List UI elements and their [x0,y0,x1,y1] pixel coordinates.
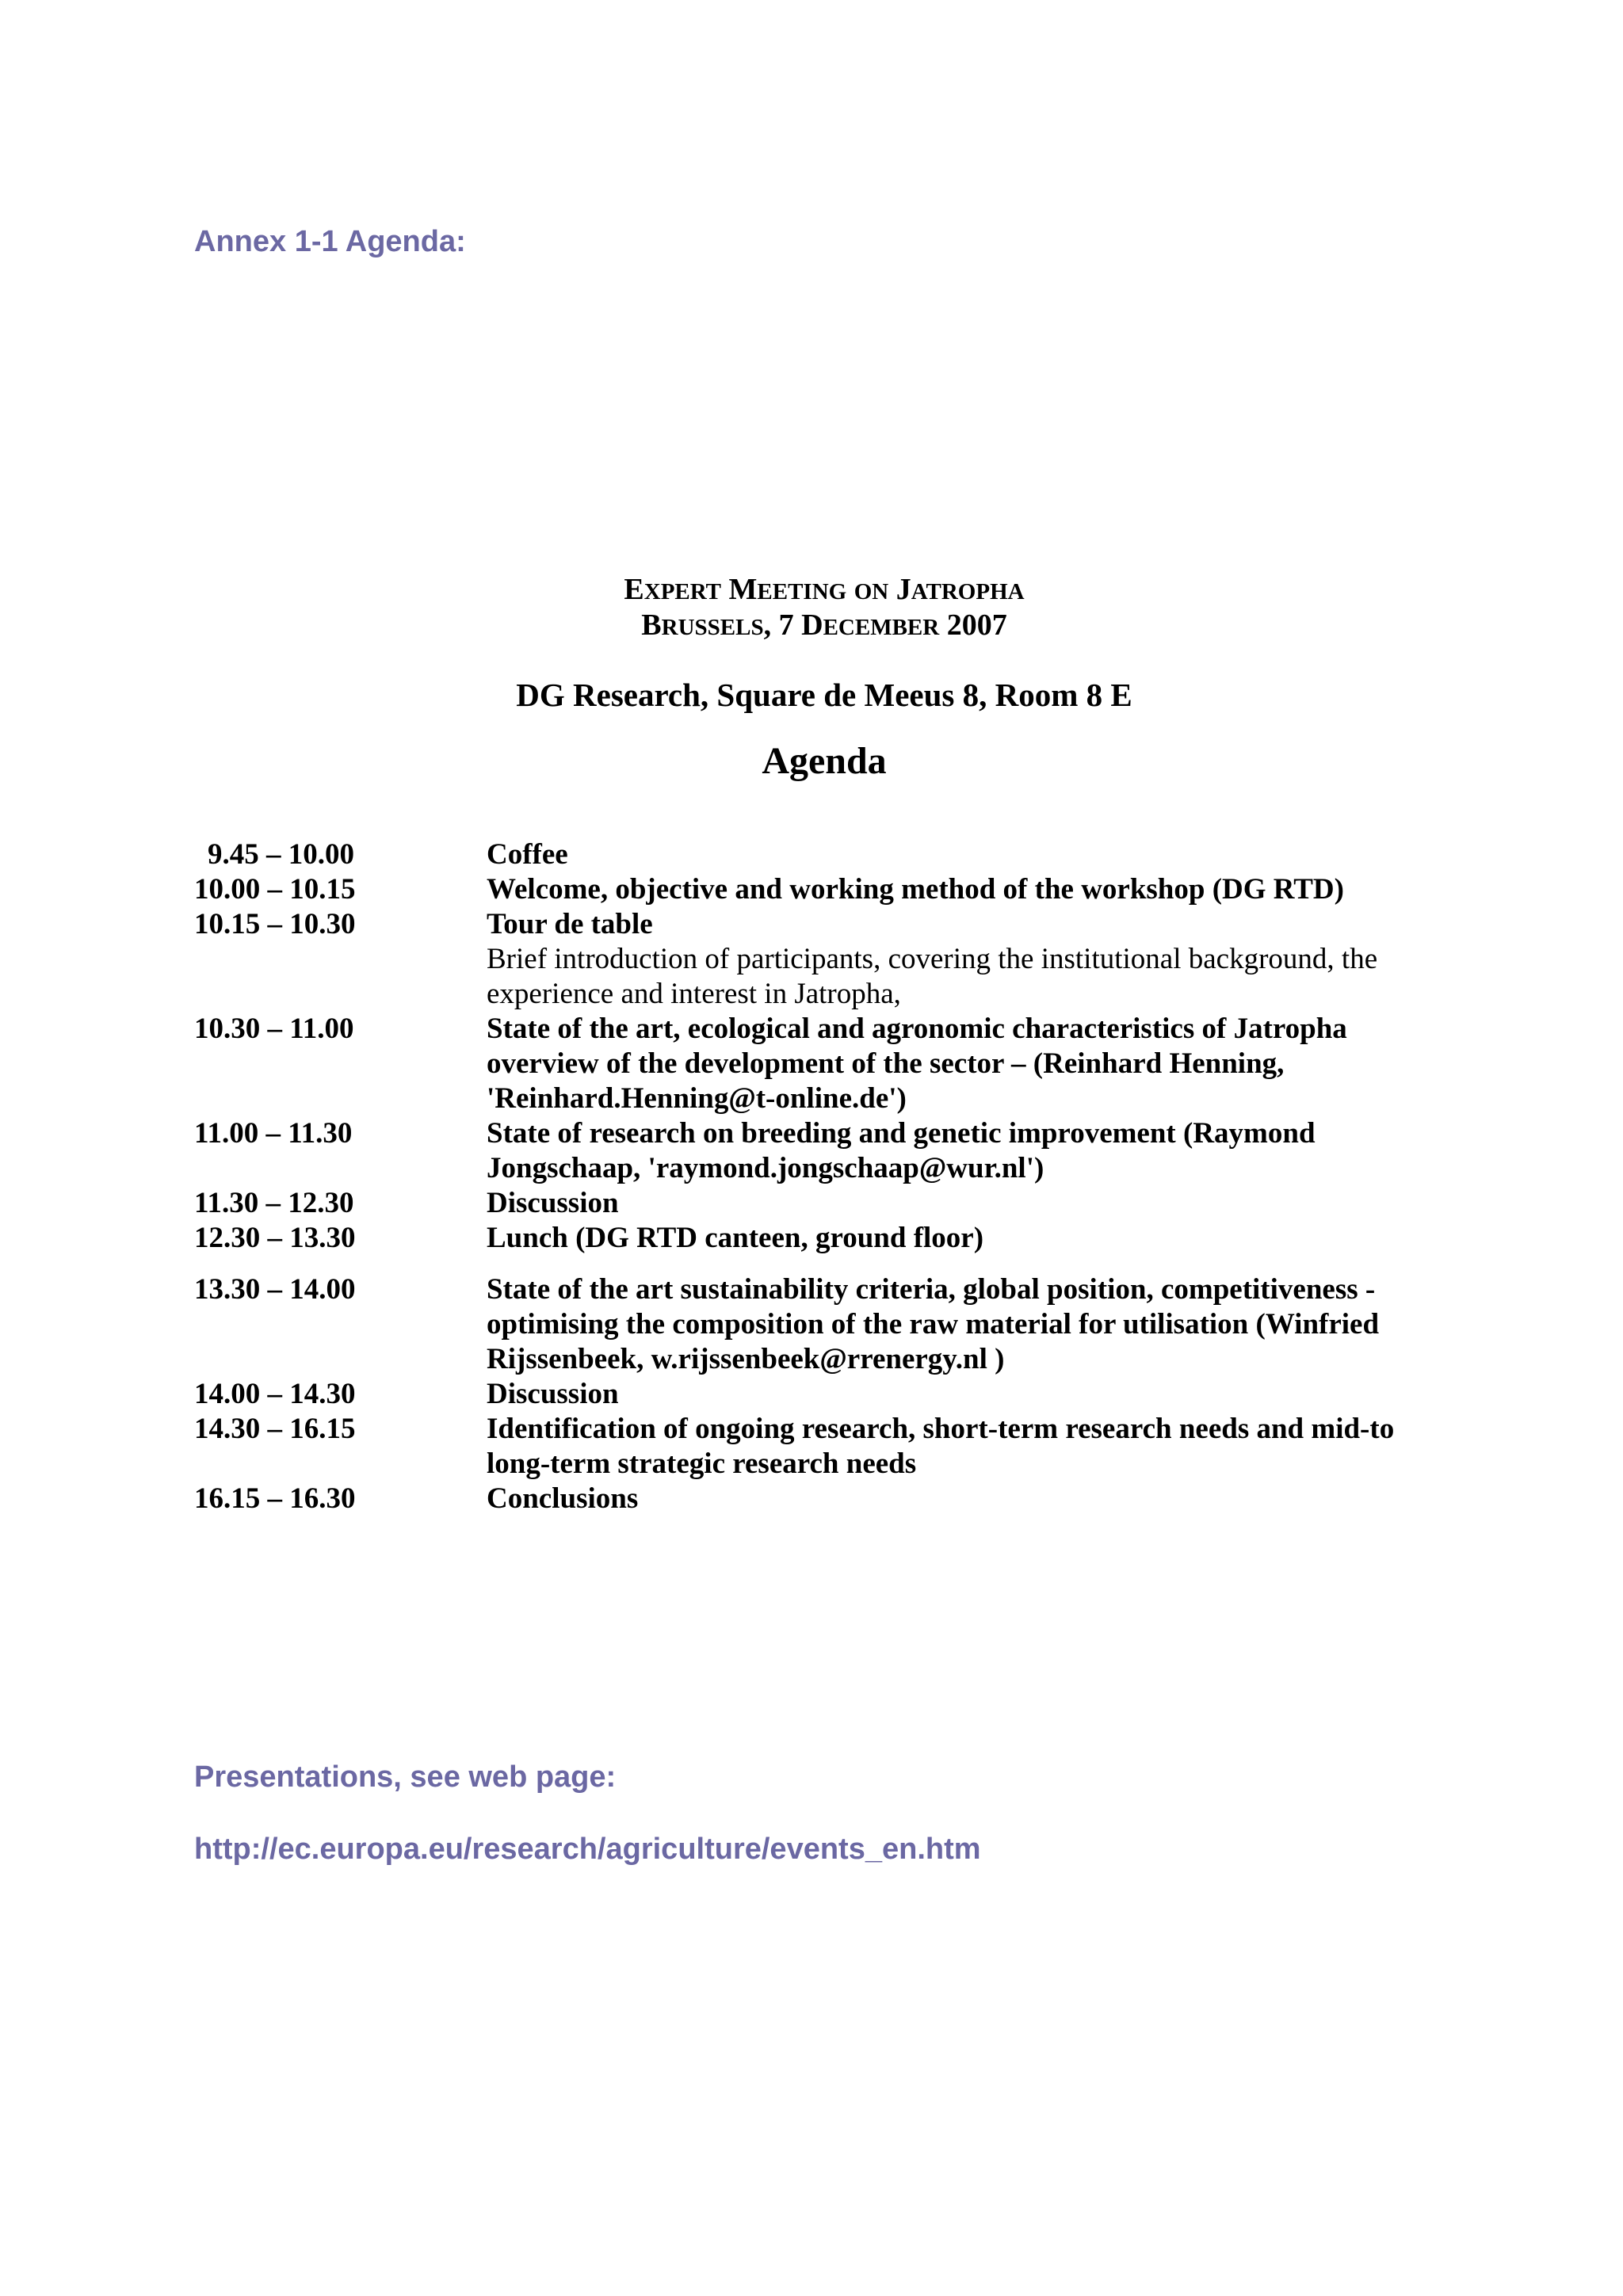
agenda-title: State of research on breeding and genetic improvement (Raymond Jongschaap, 'raymond.jongschaap@wur.nl') [487,1117,1316,1184]
agenda-title: Identification of ongoing research, short-term research needs and mid-to long-term strategic research needs [487,1413,1395,1480]
agenda-title: Conclusions [487,1482,639,1515]
annex-heading: Annex 1-1 Agenda: [194,225,466,258]
agenda-row [194,1482,1430,1516]
agenda-time: 10.15 – 10.30 [194,908,356,940]
agenda-time: 14.00 – 14.30 [194,1378,356,1410]
agenda-row [194,1116,1430,1186]
agenda-detail: Brief introduction of participants, covering the institutional background, the experience and interest in Jatropha, [487,943,1378,1010]
agenda-row [194,837,1430,872]
agenda-time: 11.30 – 12.30 [194,1187,354,1219]
agenda-title: Lunch (DG RTD canteen, ground floor) [487,1222,984,1254]
agenda-row [194,1221,1430,1256]
meeting-title-line2: BRUSSELS, 7 DECEMBER 2007 [641,608,1007,642]
agenda-list [194,837,1430,1516]
agenda-title: State of the art, ecological and agronomic characteristics of Jatropha overview of the development of the sector – (Reinhard Henning, 'Reinhard.Henning@t-online.de') [487,1013,1347,1115]
agenda-title: Tour de table [487,908,653,940]
agenda-heading: Agenda [762,740,887,782]
agenda-time: 9.45 – 10.00 [208,838,354,871]
agenda-title: State of the art sustainability criteria, global position, competitiveness - optimising the composition of the raw material for utilisation (Winfried Rijssenbeek, w.rijssenbeek@rrenergy.nl ) [487,1273,1380,1375]
meeting-title-line1: EXPERT MEETING ON JATROPHA [624,573,1025,606]
agenda-row [194,1412,1430,1482]
agenda-time: 13.30 – 14.00 [194,1273,356,1306]
agenda-row [194,907,1430,1012]
agenda-row [194,1377,1430,1412]
agenda-time: 14.30 – 16.15 [194,1413,356,1445]
agenda-row [194,872,1430,907]
agenda-time: 10.00 – 10.15 [194,873,356,906]
agenda-row [194,1186,1430,1221]
agenda-time: 10.30 – 11.00 [194,1013,354,1045]
agenda-time: 12.30 – 13.30 [194,1222,356,1254]
agenda-row [194,1272,1430,1377]
agenda-title: Discussion [487,1378,619,1410]
presentations-label: Presentations, see web page: [194,1760,617,1794]
presentations-link[interactable]: http://ec.europa.eu/research/agriculture/events_en.htm [194,1833,981,1866]
meeting-location: DG Research, Square de Meeus 8, Room 8 E [516,677,1132,713]
agenda-title: Coffee [487,838,568,871]
agenda-title: Discussion [487,1187,619,1219]
agenda-time: 16.15 – 16.30 [194,1482,356,1515]
agenda-title: Welcome, objective and working method of the workshop (DG RTD) [487,873,1344,906]
agenda-time: 11.00 – 11.30 [194,1117,353,1150]
agenda-row [194,1012,1430,1116]
